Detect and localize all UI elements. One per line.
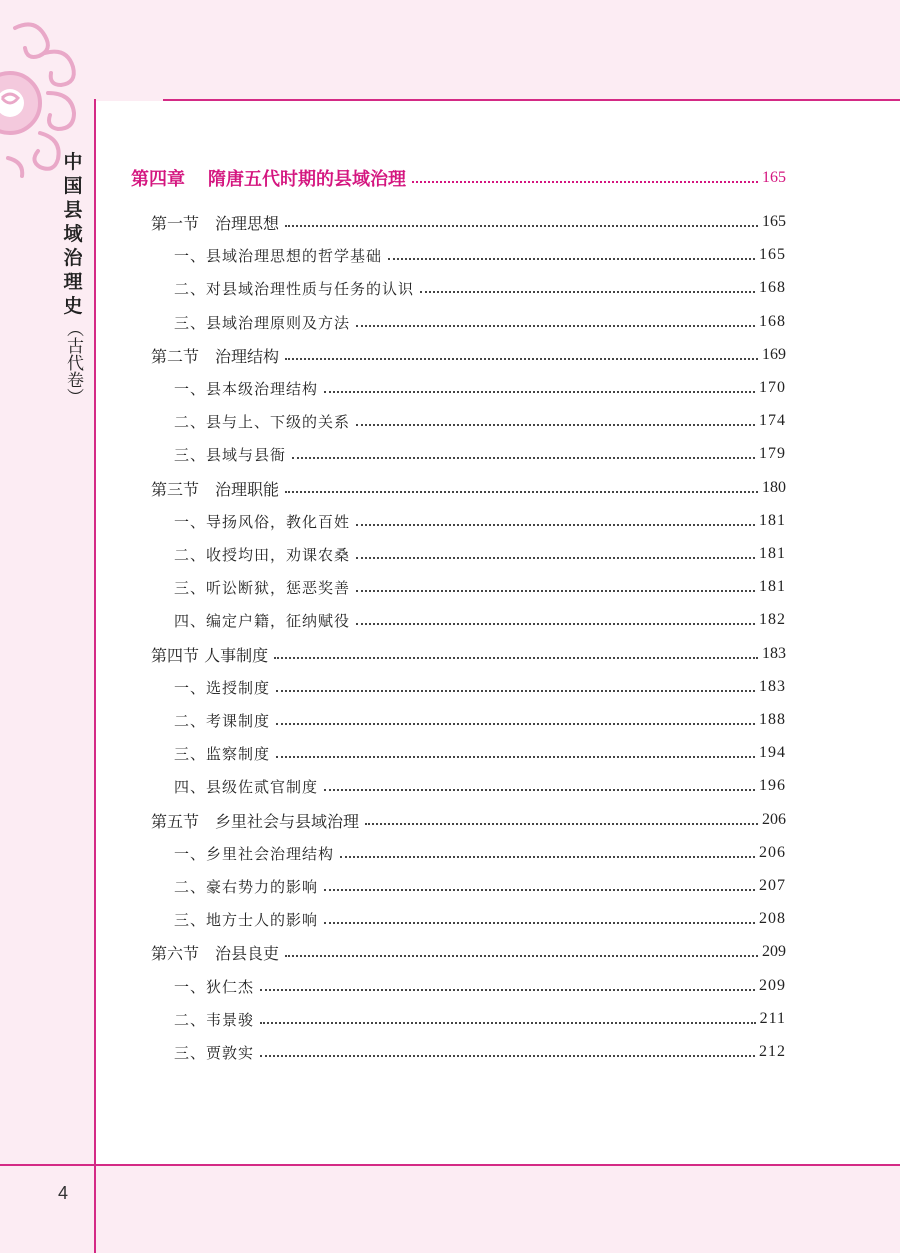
left-rule [94,99,96,1253]
item-title: 一、县本级治理结构 [174,379,319,398]
dot-leader [276,690,755,692]
section-title: 第一节 治理思想 [151,213,280,233]
dot-leader [276,756,755,758]
section-title: 第二节 治理结构 [151,346,280,366]
dot-leader [285,491,758,493]
dot-leader [420,291,755,293]
item-title: 三、监察制度 [174,744,271,763]
dot-leader [260,1055,755,1057]
dot-leader [274,657,758,659]
toc-section[interactable] [151,210,786,234]
entry-page: 183 [759,678,786,695]
toc-item[interactable] [174,774,786,798]
entry-page: 194 [759,744,786,761]
vertical-book-title [60,150,86,405]
toc-item[interactable] [174,409,786,433]
item-title: 二、豪右势力的影响 [174,877,319,896]
entry-page: 168 [759,279,786,296]
toc-item[interactable] [174,907,786,931]
toc-item[interactable] [174,542,786,566]
dot-leader [356,557,755,559]
dot-leader [356,590,755,592]
dot-leader [324,391,755,393]
dot-leader [356,325,755,327]
item-title: 二、韦景骏 [174,1010,255,1029]
item-title: 一、导扬风俗，教化百姓 [174,512,351,531]
entry-page: 183 [762,645,786,662]
dot-leader [356,524,755,526]
item-title: 三、县域与县衙 [174,445,287,464]
chapter-page: 165 [762,169,786,186]
entry-page: 174 [759,412,786,429]
toc-item[interactable] [174,276,786,300]
title-char: 理 [63,271,83,293]
dot-leader [285,358,758,360]
title-char: 县 [63,199,83,221]
toc-item[interactable] [174,608,786,632]
dot-leader [356,424,755,426]
toc-section[interactable] [151,343,786,367]
item-title: 一、县域治理思想的哲学基础 [174,246,383,265]
item-title: 二、收授均田，劝课农桑 [174,545,351,564]
toc-item[interactable] [174,1040,786,1064]
entry-page: 179 [759,445,786,462]
dot-leader [365,823,758,825]
entry-page: 181 [759,512,786,529]
bottom-rule [0,1164,900,1166]
item-title: 三、地方士人的影响 [174,910,319,929]
item-title: 二、县与上、下级的关系 [174,412,351,431]
toc-item[interactable] [174,376,786,400]
entry-page: 209 [759,977,786,994]
dot-leader [324,789,755,791]
section-title: 第六节 治县良吏 [151,943,280,963]
toc-chapter[interactable] [131,166,786,190]
toc-item[interactable] [174,675,786,699]
toc-item[interactable] [174,841,786,865]
toc-item[interactable] [174,741,786,765]
header-band [0,0,900,101]
dot-leader [340,856,755,858]
dot-leader [356,623,755,625]
entry-page: 211 [759,1010,786,1027]
item-title: 一、乡里社会治理结构 [174,844,335,863]
toc-item[interactable] [174,509,786,533]
toc-section[interactable] [151,940,786,964]
toc-item[interactable] [174,874,786,898]
dot-leader [285,225,758,227]
footer-band [0,1166,900,1253]
entry-page: 181 [759,545,786,562]
section-title: 第五节 乡里社会与县域治理 [151,811,360,831]
dot-leader [324,922,755,924]
toc-item[interactable] [174,1007,786,1031]
entry-page: 206 [762,811,786,828]
toc-item[interactable] [174,575,786,599]
entry-page: 206 [759,844,786,861]
section-title: 第三节 治理职能 [151,479,280,499]
dot-leader [276,723,755,725]
dot-leader [412,181,758,183]
toc-item[interactable] [174,310,786,334]
dot-leader [285,955,758,957]
toc-section[interactable] [151,808,786,832]
entry-page: 208 [759,910,786,927]
section-title: 第四节 人事制度 [151,645,269,665]
entry-page: 212 [759,1043,786,1060]
item-title: 三、听讼断狱，惩恶奖善 [174,578,351,597]
item-title: 一、选授制度 [174,678,271,697]
title-char: 治 [63,247,83,269]
dot-leader [324,889,755,891]
dot-leader [260,989,755,991]
toc-section[interactable] [151,476,786,500]
toc-item[interactable] [174,442,786,466]
item-title: 三、贾敦实 [174,1043,255,1062]
toc-item[interactable] [174,974,786,998]
toc-item[interactable] [174,708,786,732]
entry-page: 169 [762,346,786,363]
entry-page: 180 [762,479,786,496]
entry-page: 207 [759,877,786,894]
entry-page: 182 [759,611,786,628]
item-title: 四、编定户籍，征纳赋役 [174,611,351,630]
toc-section[interactable] [151,642,786,666]
title-char: 史 [63,295,83,317]
dot-leader [260,1022,756,1024]
title-char: 国 [63,175,83,197]
entry-page: 170 [759,379,786,396]
entry-page: 196 [759,777,786,794]
item-title: 四、县级佐贰官制度 [174,777,319,796]
item-title: 二、考课制度 [174,711,271,730]
item-title: 一、狄仁杰 [174,977,255,996]
entry-page: 165 [762,213,786,230]
title-char: 中 [63,151,83,173]
entry-page: 165 [759,246,786,263]
entry-page: 168 [759,313,786,330]
toc-item[interactable] [174,243,786,267]
entry-page: 181 [759,578,786,595]
dot-leader [292,457,755,459]
entry-page: 188 [759,711,786,728]
item-title: 三、县域治理原则及方法 [174,313,351,332]
entry-page: 209 [762,943,786,960]
title-char: 域 [63,223,83,245]
top-rule [163,99,900,101]
volume-label: （古代卷） [63,320,83,405]
chapter-title: 第四章 隋唐五代时期的县域治理 [131,169,406,189]
item-title: 二、对县域治理性质与任务的认识 [174,279,415,298]
page-number: 4 [58,1183,69,1203]
dot-leader [388,258,755,260]
